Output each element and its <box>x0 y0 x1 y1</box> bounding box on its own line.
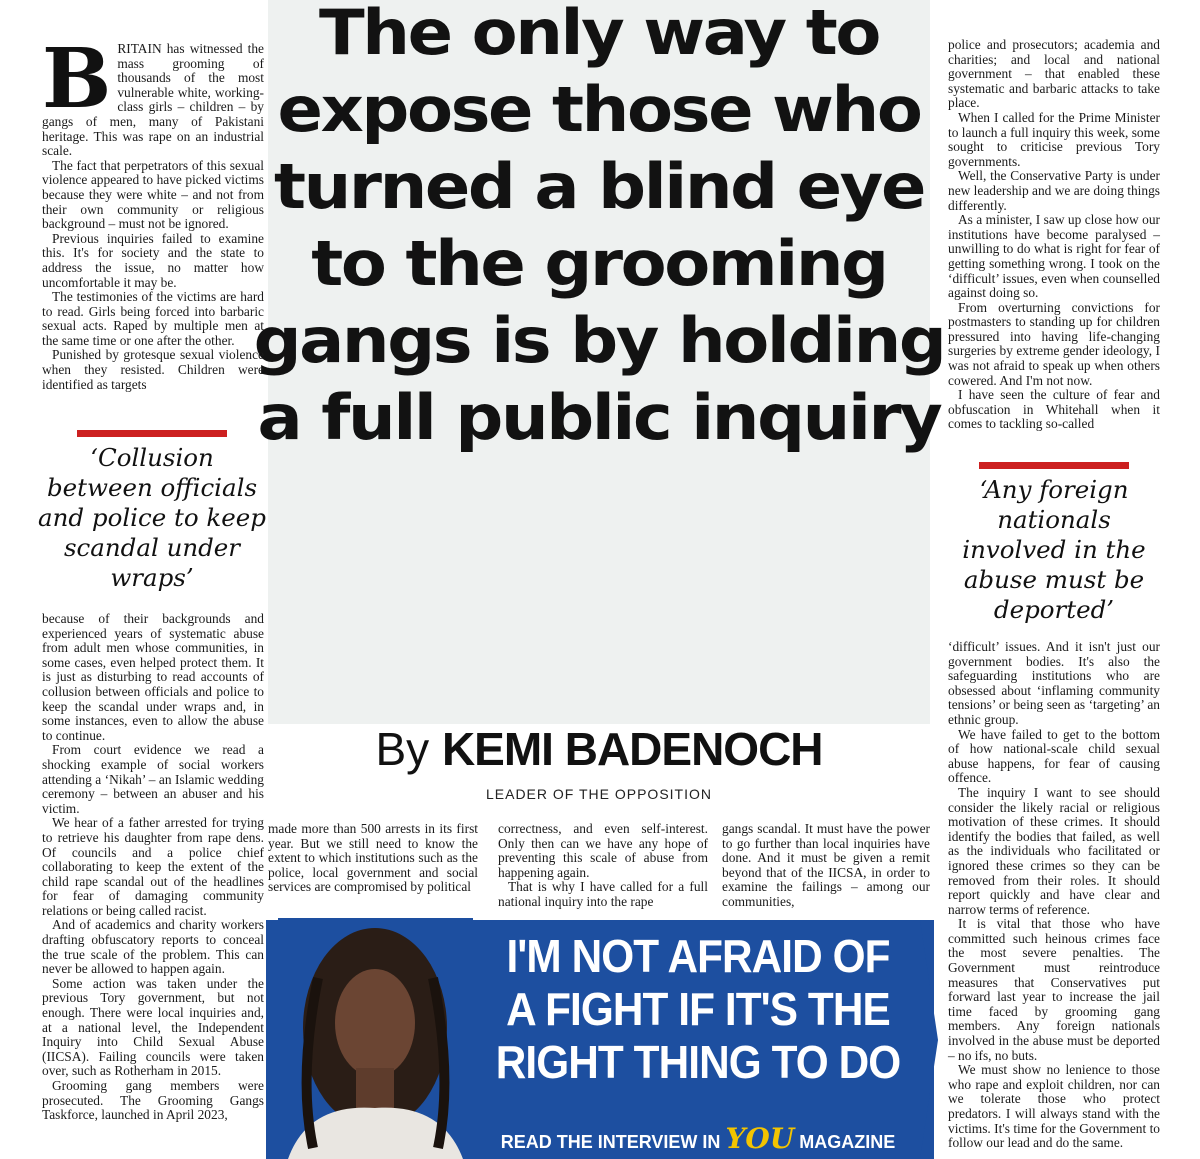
pull-quote-right <box>944 462 1164 625</box>
paragraph: We hear of a father arrested for trying to retrieve his daughter from rape dens. Of councils and a police chief collaborating to keep the extent of the child rape scandal out of the headlines for fear of damaging community relations or being called racist. <box>42 815 264 918</box>
column-2 <box>268 822 478 895</box>
paragraph: ‘difficult’ issues. And it isn't just our government bodies. It's also the safeguarding institutions who are obsessed about ‘inflaming community tensions’ or being seen as ‘targeting’ an ethnic group. <box>948 639 1160 727</box>
you-magazine-logo: YOU <box>725 1122 795 1155</box>
paragraph: And of academics and charity workers drafting obfuscatory reports to conceal the true scale of the problem. This can never be allowed to happen again. <box>42 917 264 977</box>
paragraph: It is vital that those who have committed such heinous crimes face the most severe penalties. The Government must reintroduce measures that Conservatives put forward last year to increase the jail time faced by grooming gang members. Any foreign nationals involved in the abuse must be deported – no ifs, no buts. <box>948 916 1160 1063</box>
paragraph: correctness, and even self-interest. Only then can we have any hope of preventing this scale of abuse from happening again. <box>498 821 708 880</box>
pull-quote-text: Collusion between officials and police to keep scandal under wraps <box>38 443 266 592</box>
pull-quote-text: Any foreign nationals involved in the abuse must be deported <box>962 475 1146 624</box>
paragraph: The testimonies of the victims are hard to read. Girls being forced into barbaric sexual acts. Raped by multiple men at the same time or one after the other. <box>42 289 264 348</box>
quote-close-mark: ’ <box>1106 595 1115 624</box>
paragraph: The fact that perpetrators of this sexual violence appeared to have picked victims because they were white – and not from their own community or religious background – must not be ignored. <box>42 157 264 232</box>
promo-headline: I'M NOT AFRAID OF A FIGHT IF IT'S THE RIGHT THING TO DO <box>495 930 901 1088</box>
column-5-bottom <box>948 640 1160 1151</box>
paragraph: Punished by grotesque sexual violence when they resisted. Children were identified as targets <box>42 347 264 392</box>
pull-quote-left <box>36 430 268 593</box>
paragraph: From overturning convictions for postmasters to standing up for children pressured into having life-changing surgeries by extreme gender ideology, I was not afraid to speak up when others cowered. And I'm not now. <box>948 299 1160 388</box>
column-1-top <box>42 31 264 392</box>
promo-cta-text: READ THE INTERVIEW IN <box>500 1132 721 1152</box>
paragraph: From court evidence we read a shocking example of social workers attending a ‘Nikah’ – an Islamic wedding ceremony – between an abuser and his victim. <box>42 742 264 816</box>
promo-cta[interactable] <box>478 1122 918 1155</box>
paragraph: Well, the Conservative Party is under new leadership and we are doing things differently. <box>948 168 1160 213</box>
column-3 <box>498 822 708 910</box>
paragraph: Some action was taken under the previous Tory government, but not enough. There were local inquiries and, at a national level, the Independent Inquiry into Child Sexual Abuse (IICSA). Failing councils were taken over, such as Rotherham in 2015. <box>42 975 264 1079</box>
promo-arrow-shape <box>920 920 938 1159</box>
paragraph: The inquiry I want to see should consider the likely racial or religious motivation of these crimes. It should identify the bodies that failed, as well as the individuals who facilitated or ignored these crimes so they can be removed from their roles. It should report quickly and have clear and narrow terms of reference. <box>948 784 1160 917</box>
dropcap: B <box>42 31 112 127</box>
paragraph: When I called for the Prime Minister to launch a full inquiry this week, some sought to criticise previous Tory governments. <box>948 109 1160 169</box>
promo-cta-magazine: MAGAZINE <box>799 1132 896 1152</box>
byline <box>268 722 930 776</box>
paragraph: because of their backgrounds and experienced years of systematic abuse from adult men whose communities, in some cases, even helped protect them. It is just as disturbing to read accounts of collusion between officials and police to keep the scandal under wraps and, in some instances, even to allow the abuse to continue. <box>42 611 264 743</box>
paragraph: We must show no lenience to those who rape and exploit children, nor can we tolerate those who protect predators. I will always stand with the victims. It's time for the Government to follow our lead and do the same. <box>948 1062 1160 1151</box>
paragraph: We have failed to get to the bottom of how national-scale child sexual abuse happens, for fear of causing offence. <box>948 726 1160 786</box>
paragraph: police and prosecutors; academia and charities; and local and national government – that enabled these systematic and barbaric attacks to take place. <box>948 37 1160 111</box>
paragraph: gangs scandal. It must have the power to go further than local inquiries have done. And it must be given a remit beyond that of the IICSA, in order to examine the failings – among our communities, <box>722 821 930 909</box>
column-1-bottom <box>42 612 264 1123</box>
quote-open-mark: ‘ <box>90 443 98 472</box>
paragraph: That is why I have called for a full national inquiry into the rape <box>498 879 708 909</box>
headline: The only way to expose those who turned a blind eye to the grooming gangs is by holding a full public inquiry <box>253 0 945 454</box>
paragraph: As a minister, I saw up close how our institutions have become paralysed – unwilling to do what is right for fear of getting something wrong. I took on the ‘difficult’ issues, even when counselled against doing so. <box>948 212 1160 301</box>
paragraph: Previous inquiries failed to examine this. It's for society and the state to address the issue, no matter how uncomfortable it may be. <box>42 230 264 290</box>
portrait-photo <box>278 918 473 1159</box>
byline-role: LEADER OF THE OPPOSITION <box>485 786 712 802</box>
byline-author: KEMI BADENOCH <box>441 723 823 775</box>
byline-by: By <box>375 723 430 775</box>
column-4 <box>722 822 930 910</box>
column-5-top <box>948 38 1160 432</box>
paragraph: Grooming gang members were prosecuted. The Grooming Gangs Taskforce, launched in April 2023, <box>42 1078 264 1123</box>
paragraph: RITAIN has witnessed the mass grooming of thousands of the most vulnerable white, working-class girls – children – by gangs of men, many of Pakistani heritage. This was rape on an industrial scale. <box>42 41 264 159</box>
quote-close-mark: ’ <box>185 563 194 592</box>
pull-quote-bar <box>979 462 1129 469</box>
pull-quote-bar <box>77 430 227 437</box>
paragraph: made more than 500 arrests in its first year. But we still need to know the extent to which institutions such as the police, local government and social services are compromised by political <box>268 821 478 895</box>
paragraph: I have seen the culture of fear and obfuscation in Whitehall when it comes to tackling so-called <box>948 387 1160 432</box>
quote-open-mark: ‘ <box>979 475 985 504</box>
